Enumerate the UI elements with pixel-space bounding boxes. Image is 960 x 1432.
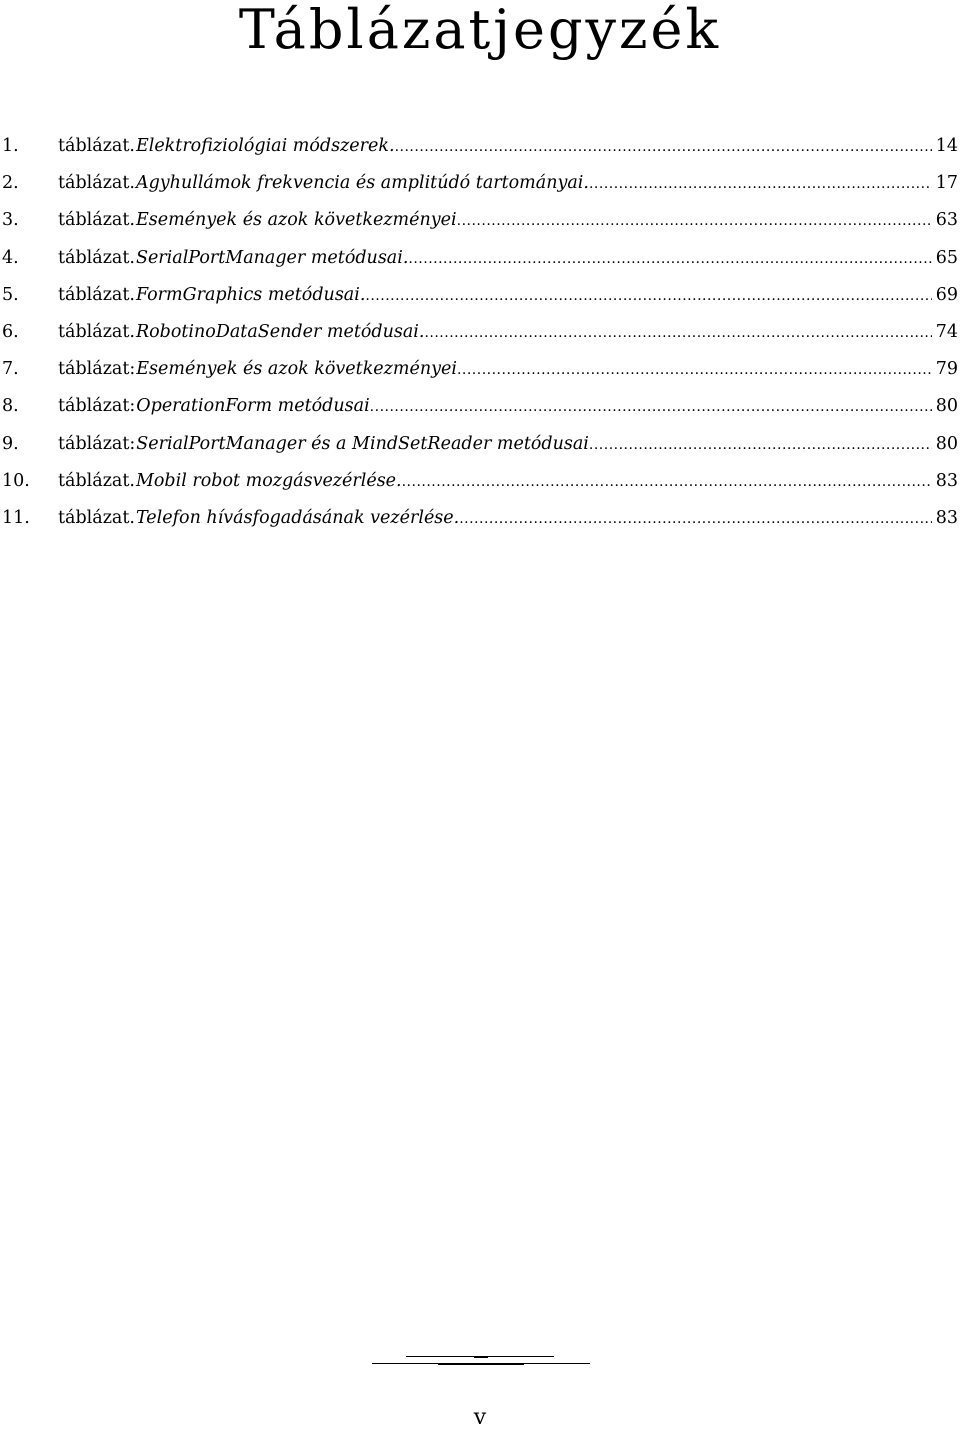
toc-entry[interactable] xyxy=(0,202,960,239)
entry-number: 6. xyxy=(2,321,19,342)
entry-number: 10. xyxy=(2,470,30,491)
entry-label: táblázat. xyxy=(58,136,135,156)
entry-caption: Események és azok következményei xyxy=(136,359,457,380)
toc-entry[interactable] xyxy=(0,426,960,463)
toc-entry[interactable] xyxy=(0,351,960,388)
entry-number: 3. xyxy=(2,210,19,231)
entry-number: 8. xyxy=(2,396,19,417)
entry-page-number: 83 xyxy=(935,470,958,491)
dot-leader xyxy=(370,389,932,426)
toc-entry[interactable] xyxy=(0,314,960,351)
page-number: v xyxy=(473,1405,487,1430)
entry-number: 9. xyxy=(2,433,19,454)
entry-label: táblázat. xyxy=(58,284,135,305)
table-of-tables xyxy=(0,128,960,537)
dot-leader xyxy=(395,129,932,166)
dot-leader xyxy=(589,427,932,464)
entry-caption: RobotinoDataSender metódusai. xyxy=(135,321,425,342)
entry-caption: Mobil robot mozgásvezérlése. xyxy=(135,470,402,491)
toc-entry[interactable] xyxy=(0,500,960,537)
toc-entry[interactable] xyxy=(0,388,960,425)
entry-caption: Elektrofiziológiai módszerek. xyxy=(135,136,395,156)
entry-label: táblázat: xyxy=(58,433,136,454)
entry-page-number: 14 xyxy=(935,136,958,156)
entry-label: táblázat. xyxy=(58,173,135,194)
toc-entry[interactable] xyxy=(0,128,960,165)
entry-page-number: 17 xyxy=(935,173,958,194)
dot-leader xyxy=(408,241,931,278)
entry-caption: FormGraphics metódusai. xyxy=(135,284,366,305)
entry-page-number: 65 xyxy=(935,247,958,268)
entry-page-number: 63 xyxy=(935,210,958,231)
dot-leader xyxy=(457,203,932,240)
entry-label: táblázat: xyxy=(58,359,136,380)
entry-caption: OperationForm metódusai xyxy=(136,396,370,417)
entry-label: táblázat. xyxy=(58,507,135,528)
entry-label: táblázat. xyxy=(58,247,135,268)
entry-number: 2. xyxy=(2,173,19,194)
page-title: Táblázatjegyzék xyxy=(238,0,722,61)
dot-leader xyxy=(365,278,931,315)
entry-label: táblázat. xyxy=(58,470,135,491)
toc-entry[interactable] xyxy=(0,277,960,314)
dot-leader xyxy=(424,315,931,352)
dot-leader xyxy=(402,464,932,501)
entry-caption: SerialPortManager és a MindSetReader metódusai xyxy=(136,433,589,454)
entry-page-number: 74 xyxy=(935,321,958,342)
entry-caption: SerialPortManager metódusai. xyxy=(135,247,409,268)
footer-rule-bottom xyxy=(372,1363,590,1364)
entry-label: táblázat. xyxy=(58,321,135,342)
entry-label: táblázat. xyxy=(58,210,135,231)
dot-leader xyxy=(589,166,932,203)
dot-leader xyxy=(459,501,932,538)
entry-caption: Események és azok következményei xyxy=(135,210,457,231)
footer-rule-accent xyxy=(474,1356,488,1358)
entry-caption: Agyhullámok frekvencia és amplitúdó tartományai. xyxy=(135,173,589,194)
entry-number: 4. xyxy=(2,247,19,268)
entry-page-number: 83 xyxy=(935,507,958,528)
entry-label: táblázat: xyxy=(58,396,136,417)
toc-entry[interactable] xyxy=(0,165,960,202)
entry-caption: Telefon hívásfogadásának vezérlése. xyxy=(135,507,460,528)
entry-number: 7. xyxy=(2,359,19,380)
dot-leader xyxy=(457,352,932,389)
toc-entry[interactable] xyxy=(0,240,960,277)
entry-page-number: 80 xyxy=(935,433,958,454)
entry-page-number: 79 xyxy=(935,359,958,380)
entry-page-number: 69 xyxy=(935,284,958,305)
entry-number: 1. xyxy=(2,136,19,156)
entry-page-number: 80 xyxy=(935,396,958,417)
toc-entry[interactable] xyxy=(0,463,960,500)
entry-number: 11. xyxy=(2,507,30,528)
entry-number: 5. xyxy=(2,284,19,305)
